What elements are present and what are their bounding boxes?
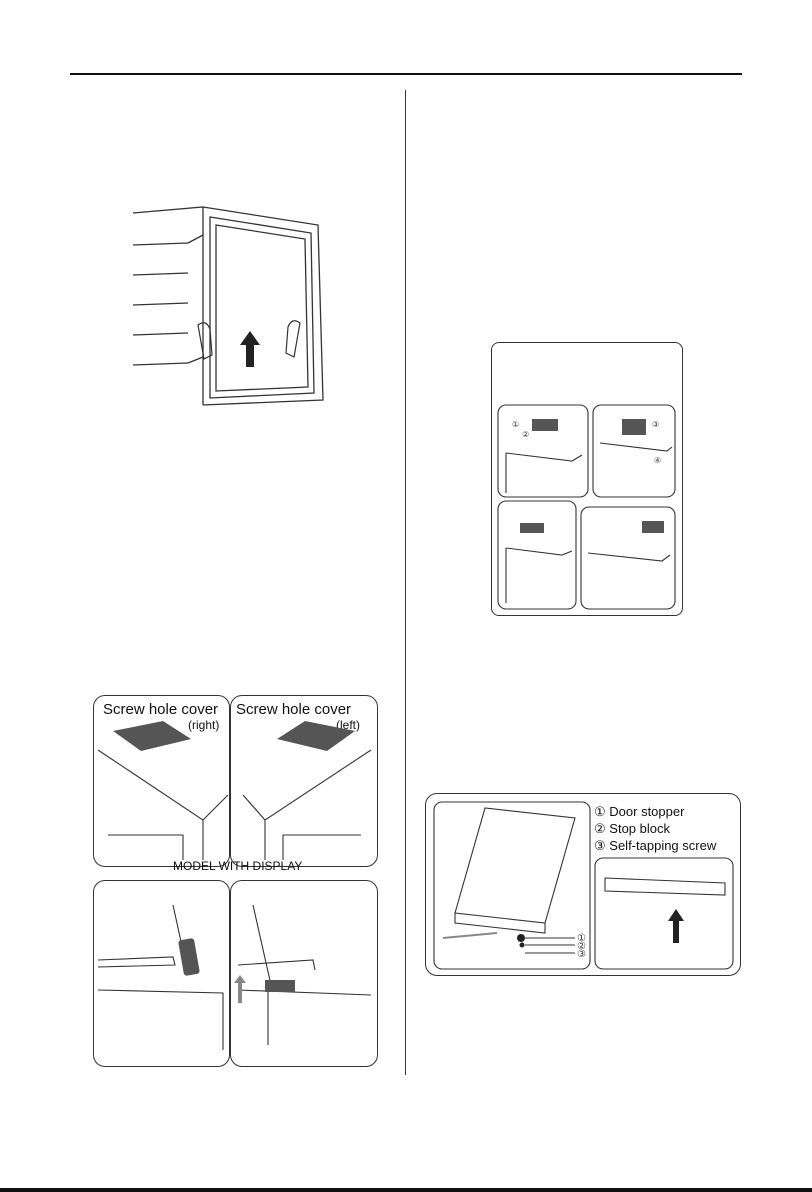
screw-cover-right-sub: (right) [188, 718, 220, 732]
stopper-callout-2: ② [577, 941, 586, 952]
column-divider [405, 90, 406, 1075]
door-lift-illustration [128, 195, 328, 410]
header-rule [70, 73, 742, 75]
screw-cover-left-title: Screw hole cover [236, 701, 352, 718]
model-with-display-label: MODEL WITH DISPLAY [173, 859, 303, 873]
door-stopper-drawing [425, 793, 739, 974]
page-bottom-edge [0, 1188, 812, 1192]
screw-cover-drawing [93, 695, 376, 1065]
callout-4: ④ [654, 456, 662, 465]
legend-2-num: ② [594, 821, 606, 836]
stopper-callout-1: ① [577, 933, 586, 944]
legend-1-text: Door stopper [609, 804, 685, 819]
legend-2-text: Stop block [609, 821, 670, 836]
legend-1-num: ① [594, 804, 606, 819]
hinge-cap-steps-illustration [491, 342, 683, 616]
callout-1: ① [512, 420, 520, 429]
stopper-callout-3: ③ [577, 949, 586, 960]
legend-3-text: Self-tapping screw [609, 838, 717, 853]
screw-cover-right-title: Screw hole cover [103, 701, 219, 718]
legend-door-stopper [594, 804, 684, 820]
legend-stop-block [594, 821, 670, 837]
legend-3-num: ③ [594, 838, 606, 853]
screw-cover-left-sub: (left) [336, 718, 360, 732]
legend-self-tapping-screw [594, 838, 716, 854]
callout-2: ② [522, 430, 530, 439]
callout-3: ③ [652, 420, 660, 429]
